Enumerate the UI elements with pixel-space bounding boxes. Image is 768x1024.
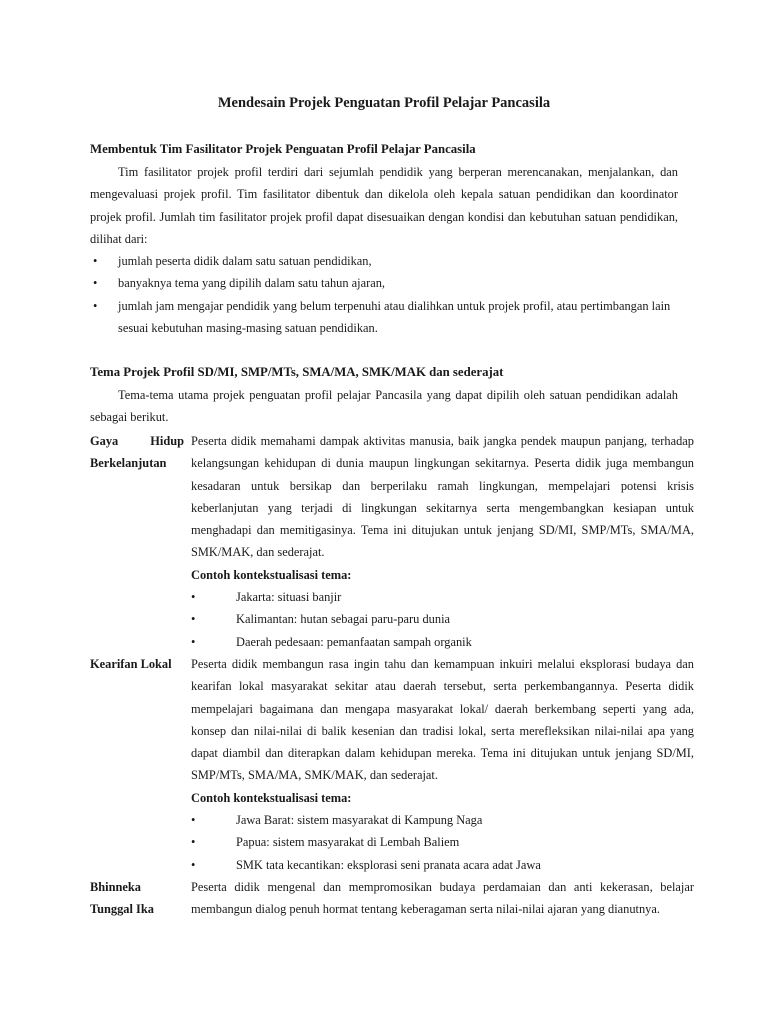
bullet-icon: • — [93, 254, 98, 268]
list-item: • Jawa Barat: sistem masyarakat di Kampung Naga — [191, 809, 694, 831]
list-item: • Daerah pedesaan: pemanfaatan sampah organik — [191, 631, 694, 653]
section-heading-tema-projek: Tema Projek Profil SD/MI, SMP/MTs, SMA/MA, SMK/MAK dan sederajat — [90, 365, 504, 379]
intro-paragraph-tema: Tema-tema utama projek penguatan profil pelajar Pancasila yang dapat dipilih oleh satuan pendidikan adalah sebagai berikut. — [90, 388, 678, 425]
document-title: Mendesain Projek Penguatan Profil Pelajar Pancasila — [217, 95, 551, 111]
list-item: • SMK tata kecantikan: eksplorasi seni pranata acara adat Jawa — [191, 854, 694, 876]
context-example-list — [191, 586, 694, 653]
bullet-icon: • — [191, 857, 196, 872]
context-example-list — [191, 809, 694, 876]
theme-term: Bhinneka Tunggal Ika — [90, 880, 154, 917]
intro-paragraph-tim-fasilitator: Tim fasilitator projek profil terdiri dari sejumlah pendidik yang berperan merencanakan, menjalankan, dan mengevaluasi projek profil. Tim fasilitator dibentuk dan dikelola oleh kepala satuan pendidikan dan koordinator projek profil. Jumlah tim fasilitator projek profil dapat disesuaikan dengan kondisi dan kebutuhan satuan pendidikan, dilihat dari: — [90, 165, 678, 246]
bullet-icon: • — [191, 835, 196, 850]
theme-description: Peserta didik mengenal dan mempromosikan budaya perdamaian dan anti kekerasan, belajar membangun dialog penuh hormat tentang keberagaman serta nilai-nilai ajaran yang dianutnya. — [191, 880, 694, 917]
theme-description: Peserta didik membangun rasa ingin tahu dan kemampuan inkuiri melalui eksplorasi budaya dan kearifan lokal masyarakat sekitar atau daerah tersebut, serta perkembangannya. Peserta didik mempelajari bagaimana dan mengapa masyarakat lokal/ daerah berkembang seperti yang ada, konsep dan nilai-nilai di balik kesenian dan tradisi lokal, serta merefleksikan nilai-nilai apa yang dapat diambil dan diterapkan dalam kehidupan mereka. Tema ini ditujukan untuk jenjang SD/MI, SMP/MTs, SMA/MA, SMK/MAK, dan sederajat. Contoh kontekstualisasi tema: • Jawa Barat: sistem masyarakat di Kampung Naga • Papua: sistem masyarakat di Lembah Baliem • SMK tata kecantikan: eksplorasi seni pranata acara adat Jawa — [191, 653, 694, 876]
bullet-icon: • — [191, 813, 196, 828]
context-heading: Contoh kontekstualisasi tema: — [191, 567, 352, 582]
list-item: • Papua: sistem masyarakat di Lembah Baliem — [191, 831, 694, 853]
bullet-icon: • — [191, 634, 196, 649]
theme-description: Peserta didik memahami dampak aktivitas manusia, baik jangka pendek maupun panjang, terhadap kelangsungan kehidupan di dunia maupun lingkungan sekitarnya. Peserta didik juga membangun kesadaran untuk bersikap dan berperilaku ramah lingkungan, mempelajari potensi krisis keberlanjutan yang terjadi di lingkungan sekitarnya serta mengembangkan kesiapan untuk menghadapi dan memitigasinya. Tema ini ditujukan untuk jenjang SD/MI, SMP/MTs, SMA/MA, SMK/MAK, dan sederajat. Contoh kontekstualisasi tema: • Jakarta: situasi banjir • Kalimantan: hutan sebagai paru-paru dunia • Daerah pedesaan: pemanfaatan sampah organik — [191, 430, 694, 653]
list-item: • jumlah peserta didik dalam satu satuan pendidikan, — [90, 250, 678, 272]
theme-term: Gaya Hidup Berkelanjutan — [90, 434, 184, 471]
list-item: • jumlah jam mengajar pendidik yang belum terpenuhi atau dialihkan untuk projek profil, atau pertimbangan lain sesuai kebutuhan masing-masing satuan pendidikan. — [90, 295, 678, 340]
criteria-bullet-list — [90, 250, 678, 339]
bullet-icon: • — [191, 590, 196, 605]
list-item: • banyaknya tema yang dipilih dalam satu tahun ajaran, — [90, 272, 678, 294]
bullet-icon: • — [93, 298, 98, 313]
theme-term: Kearifan Lokal — [90, 657, 172, 671]
list-item: • Kalimantan: hutan sebagai paru-paru dunia — [191, 608, 694, 630]
section-heading-tim-fasilitator: Membentuk Tim Fasilitator Projek Penguatan Profil Pelajar Pancasila — [90, 142, 476, 156]
context-heading: Contoh kontekstualisasi tema: — [191, 790, 352, 805]
bullet-icon: • — [191, 612, 196, 627]
bullet-icon: • — [93, 276, 98, 291]
list-item: • Jakarta: situasi banjir — [191, 586, 694, 608]
